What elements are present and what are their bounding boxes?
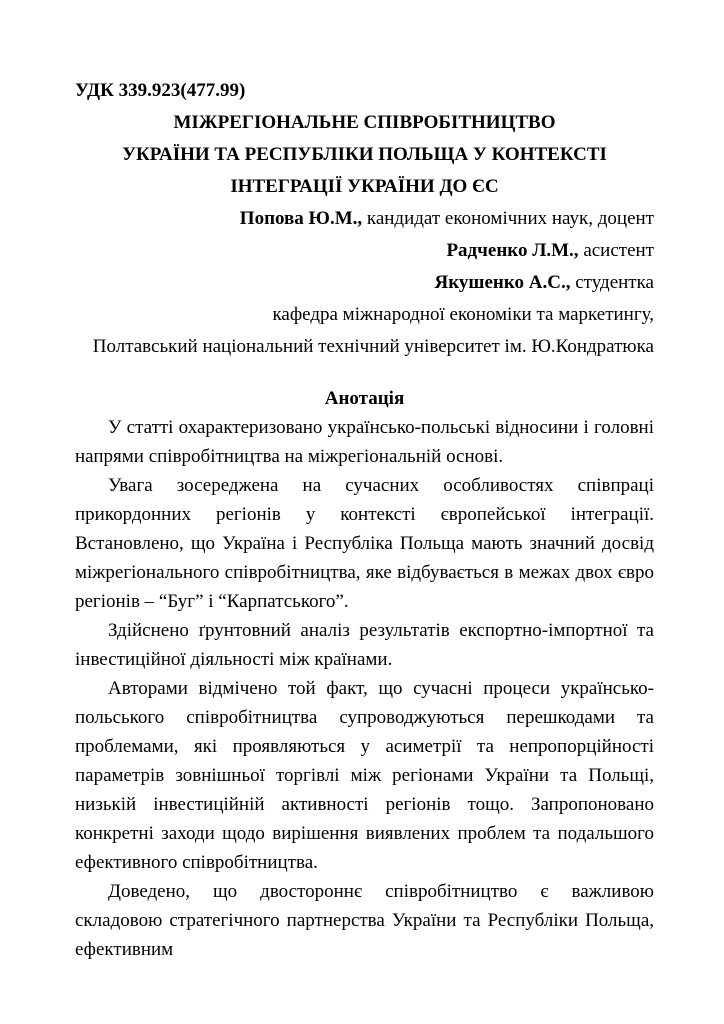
affiliation-university: Полтавський національний технічний університет ім. Ю.Кондратюка [92, 336, 654, 357]
abstract-paragraph-5: Доведено, що двостороннє співробітництво є важливою складовою стратегічного партнерства України та Республіки Польща, ефективним [75, 881, 654, 960]
abstract-paragraph-3: Здійснено ґрунтовний аналіз результатів експортно-імпортної та інвестиційної діяльності між країнами. [75, 620, 654, 670]
author-name-3: Якушенко А.С., [434, 272, 571, 293]
affiliation-department: кафедра міжнародної економіки та маркетингу, [272, 304, 654, 325]
author-name-1: Попова Ю.М., [239, 208, 363, 229]
article-title-line-3: ІНТЕГРАЦІЇ УКРАЇНИ ДО ЄС [230, 176, 499, 197]
authors-block [75, 203, 654, 363]
author-name-2: Радченко Л.М., [446, 240, 579, 261]
author-line-1 [75, 203, 654, 235]
article-title-line-1: МІЖРЕГІОНАЛЬНЕ СПІВРОБІТНИЦТВО [173, 112, 556, 133]
abstract-paragraph-2: Увага зосереджена на сучасних особливостях співпраці прикордонних регіонів у контексті європейської інтеграції. Встановлено, що Україна і Республіка Польща мають значний досвід міжрегіонального співробітництва, яке відбувається в межах двох євро регіонів – “Буг” і “Карпатського”. [75, 475, 654, 612]
abstract-heading: Анотація [324, 388, 405, 409]
udc-code: УДК 339.923(477.99) [75, 80, 246, 101]
abstract-paragraph-4: Авторами відмічено той факт, що сучасні процеси українсько-польського співробітництва супроводжуються перешкодами та проблемами, які проявляються у асиметрії та непропорційності параметрів зовнішньої торгівлі між регіонами України та Польщі, низькій інвестиційній активності регіонів тощо. Запропоновано конкретні заходи щодо вирішення виявлених проблем та подальшого ефективного співробітництва. [75, 678, 654, 873]
abstract-paragraph-1: У статті охарактеризовано українсько-польські відносини і головні напрями співробітництва на міжрегіональній основі. [75, 417, 654, 467]
author-line-2 [75, 235, 654, 267]
article-title-line-2: УКРАЇНИ ТА РЕСПУБЛІКИ ПОЛЬЩА У КОНТЕКСТІ [122, 144, 607, 165]
author-line-3 [75, 267, 654, 299]
abstract-body [75, 413, 654, 964]
article-title [75, 107, 654, 203]
author-role-3: студентка [570, 272, 654, 293]
author-role-1: кандидат економічних наук, доцент [362, 208, 654, 229]
author-role-2: асистент [578, 240, 654, 261]
